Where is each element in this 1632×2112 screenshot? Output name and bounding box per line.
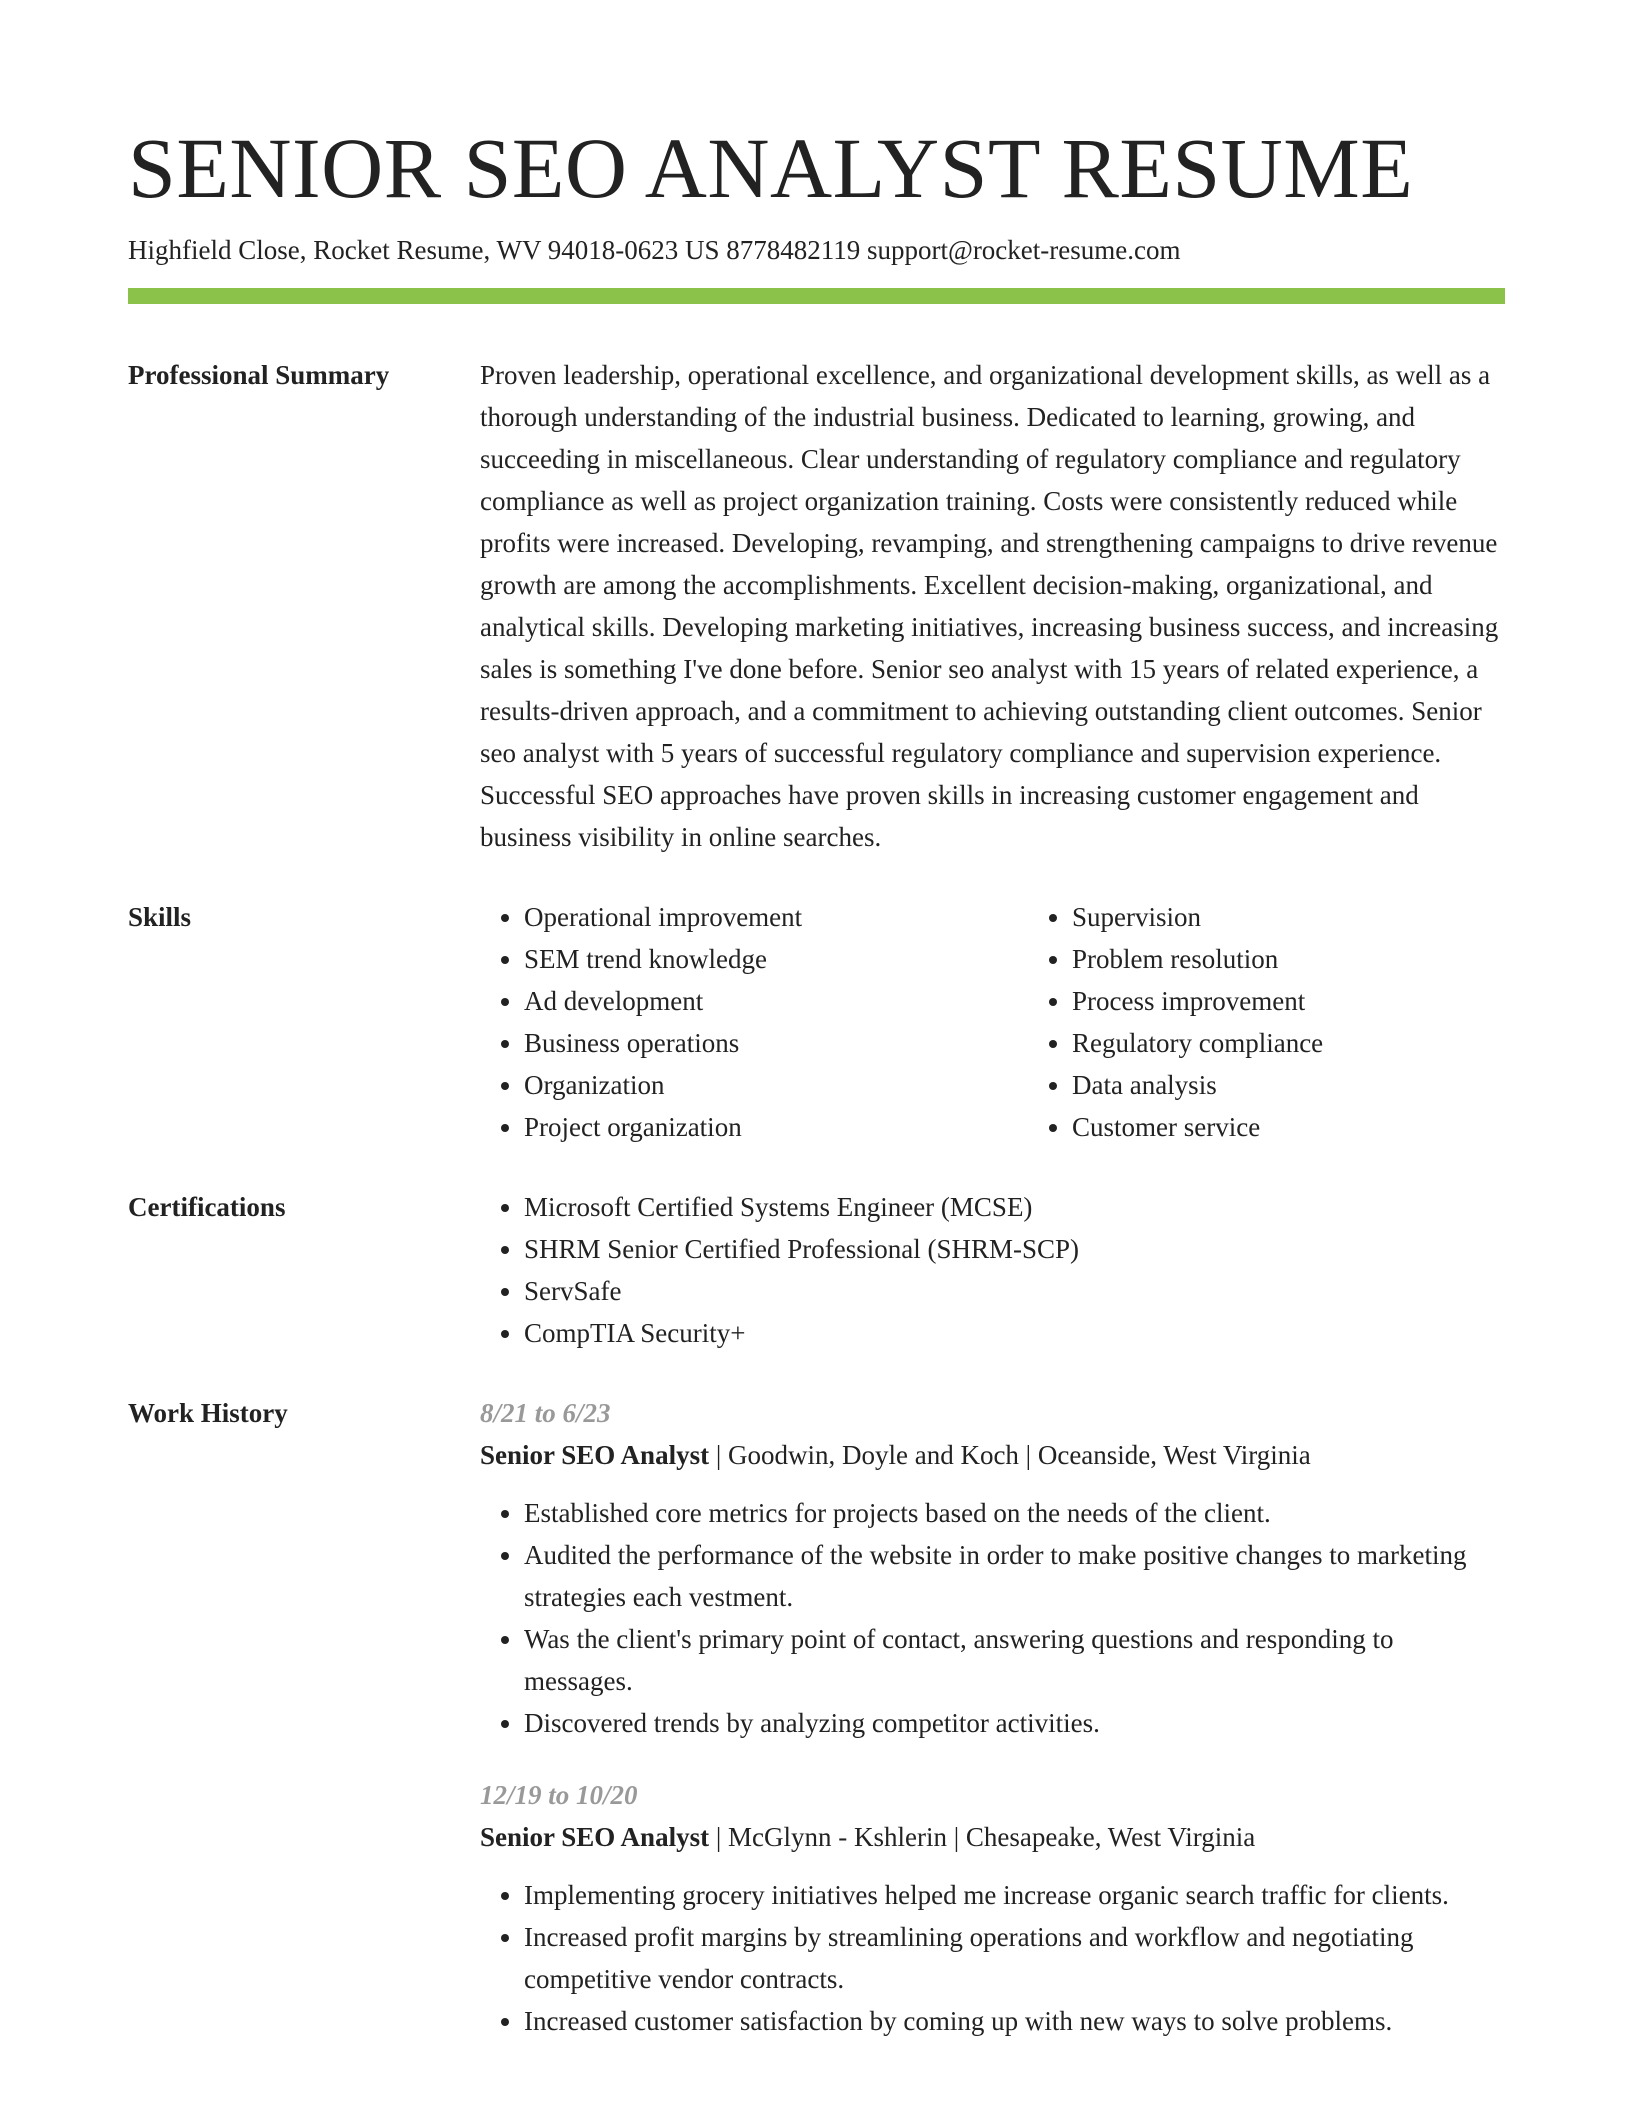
section-label: Skills bbox=[128, 902, 192, 932]
skill-item: • Business operations bbox=[524, 1022, 1028, 1064]
skill-item: • Process improvement bbox=[1072, 980, 1576, 1022]
job-bullet: • Was the client's primary point of contact, answering questions and responding to messages. bbox=[524, 1618, 1505, 1702]
skill-item: • SEM trend knowledge bbox=[524, 938, 1028, 980]
job-dates: 8/21 to 6/23 bbox=[480, 1398, 611, 1428]
job-bullet: • Increased profit margins by streamlining operations and workflow and negotiating competitive vendor contracts. bbox=[524, 1916, 1505, 2000]
section-skills bbox=[128, 896, 1505, 1148]
skills-list-left bbox=[480, 896, 1028, 1148]
skill-item: • Operational improvement bbox=[524, 896, 1028, 938]
accent-divider bbox=[128, 288, 1505, 304]
job-bullets bbox=[480, 1492, 1505, 1744]
job-dates: 12/19 to 10/20 bbox=[480, 1780, 638, 1810]
job-header bbox=[480, 1434, 1505, 1476]
skill-item: • Project organization bbox=[524, 1106, 1028, 1148]
certification-item: • ServSafe bbox=[524, 1270, 1505, 1312]
certification-item: • Microsoft Certified Systems Engineer (MCSE) bbox=[524, 1186, 1505, 1228]
job-title: Senior SEO Analyst bbox=[480, 1440, 710, 1470]
skill-item: • Supervision bbox=[1072, 896, 1576, 938]
resume-page bbox=[128, 0, 1505, 2072]
skill-item: • Ad development bbox=[524, 980, 1028, 1022]
job-header bbox=[480, 1816, 1505, 1858]
resume-title: SENIOR SEO ANALYST RESUME bbox=[128, 120, 1414, 216]
summary-text: Proven leadership, operational excellence, and organizational development skills, as well as a thorough understanding of the industrial business. Dedicated to learning, growing, and succeeding in miscellaneous. Clear understanding of regulatory compliance and regulatory compliance as well as project organization training. Costs were consistently reduced while profits were increased. Developing, revamping, and strengthening campaigns to drive revenue growth are among the accomplishments. Excellent decision-making, organizational, and analytical skills. Developing marketing initiatives, increasing business success, and increasing sales is something I've done before. Senior seo analyst with 15 years of related experience, a results-driven approach, and a commitment to achieving outstanding client outcomes. Senior seo analyst with 5 years of successful regulatory compliance and supervision experience. Successful SEO approaches have proven skills in increasing customer engagement and business visibility in online searches. bbox=[480, 360, 1499, 852]
skill-item: • Data analysis bbox=[1072, 1064, 1576, 1106]
certifications-list bbox=[480, 1186, 1505, 1354]
job-details: | Goodwin, Doyle and Koch | Oceanside, West Virginia bbox=[709, 1440, 1311, 1470]
job-bullet: • Increased customer satisfaction by coming up with new ways to solve problems. bbox=[524, 2000, 1505, 2042]
section-label: Certifications bbox=[128, 1192, 286, 1222]
job-bullet: • Established core metrics for projects based on the needs of the client. bbox=[524, 1492, 1505, 1534]
job-entry bbox=[480, 1392, 1505, 1744]
job-title: Senior SEO Analyst bbox=[480, 1822, 710, 1852]
job-details: | McGlynn - Kshlerin | Chesapeake, West Virginia bbox=[709, 1822, 1256, 1852]
section-label: Work History bbox=[128, 1398, 288, 1428]
section-certifications bbox=[128, 1186, 1505, 1354]
skill-item: • Organization bbox=[524, 1064, 1028, 1106]
job-bullet: • Discovered trends by analyzing competitor activities. bbox=[524, 1702, 1505, 1744]
certification-item: • CompTIA Security+ bbox=[524, 1312, 1505, 1354]
job-bullet: • Audited the performance of the website in order to make positive changes to marketing strategies each vestment. bbox=[524, 1534, 1505, 1618]
contact-line: Highfield Close, Rocket Resume, WV 94018-0623 US 8778482119 support@rocket-resume.com bbox=[128, 235, 1181, 265]
section-work-history bbox=[128, 1392, 1505, 2072]
skill-item: • Problem resolution bbox=[1072, 938, 1576, 980]
job-bullet: • Implementing grocery initiatives helped me increase organic search traffic for clients. bbox=[524, 1874, 1505, 1916]
skill-item: • Customer service bbox=[1072, 1106, 1576, 1148]
skill-item: • Regulatory compliance bbox=[1072, 1022, 1576, 1064]
skills-list-right bbox=[1028, 896, 1576, 1148]
section-professional-summary bbox=[128, 354, 1505, 858]
section-label: Professional Summary bbox=[128, 360, 390, 390]
job-entry bbox=[480, 1774, 1505, 2042]
job-bullets bbox=[480, 1874, 1505, 2042]
certification-item: • SHRM Senior Certified Professional (SHRM-SCP) bbox=[524, 1228, 1505, 1270]
